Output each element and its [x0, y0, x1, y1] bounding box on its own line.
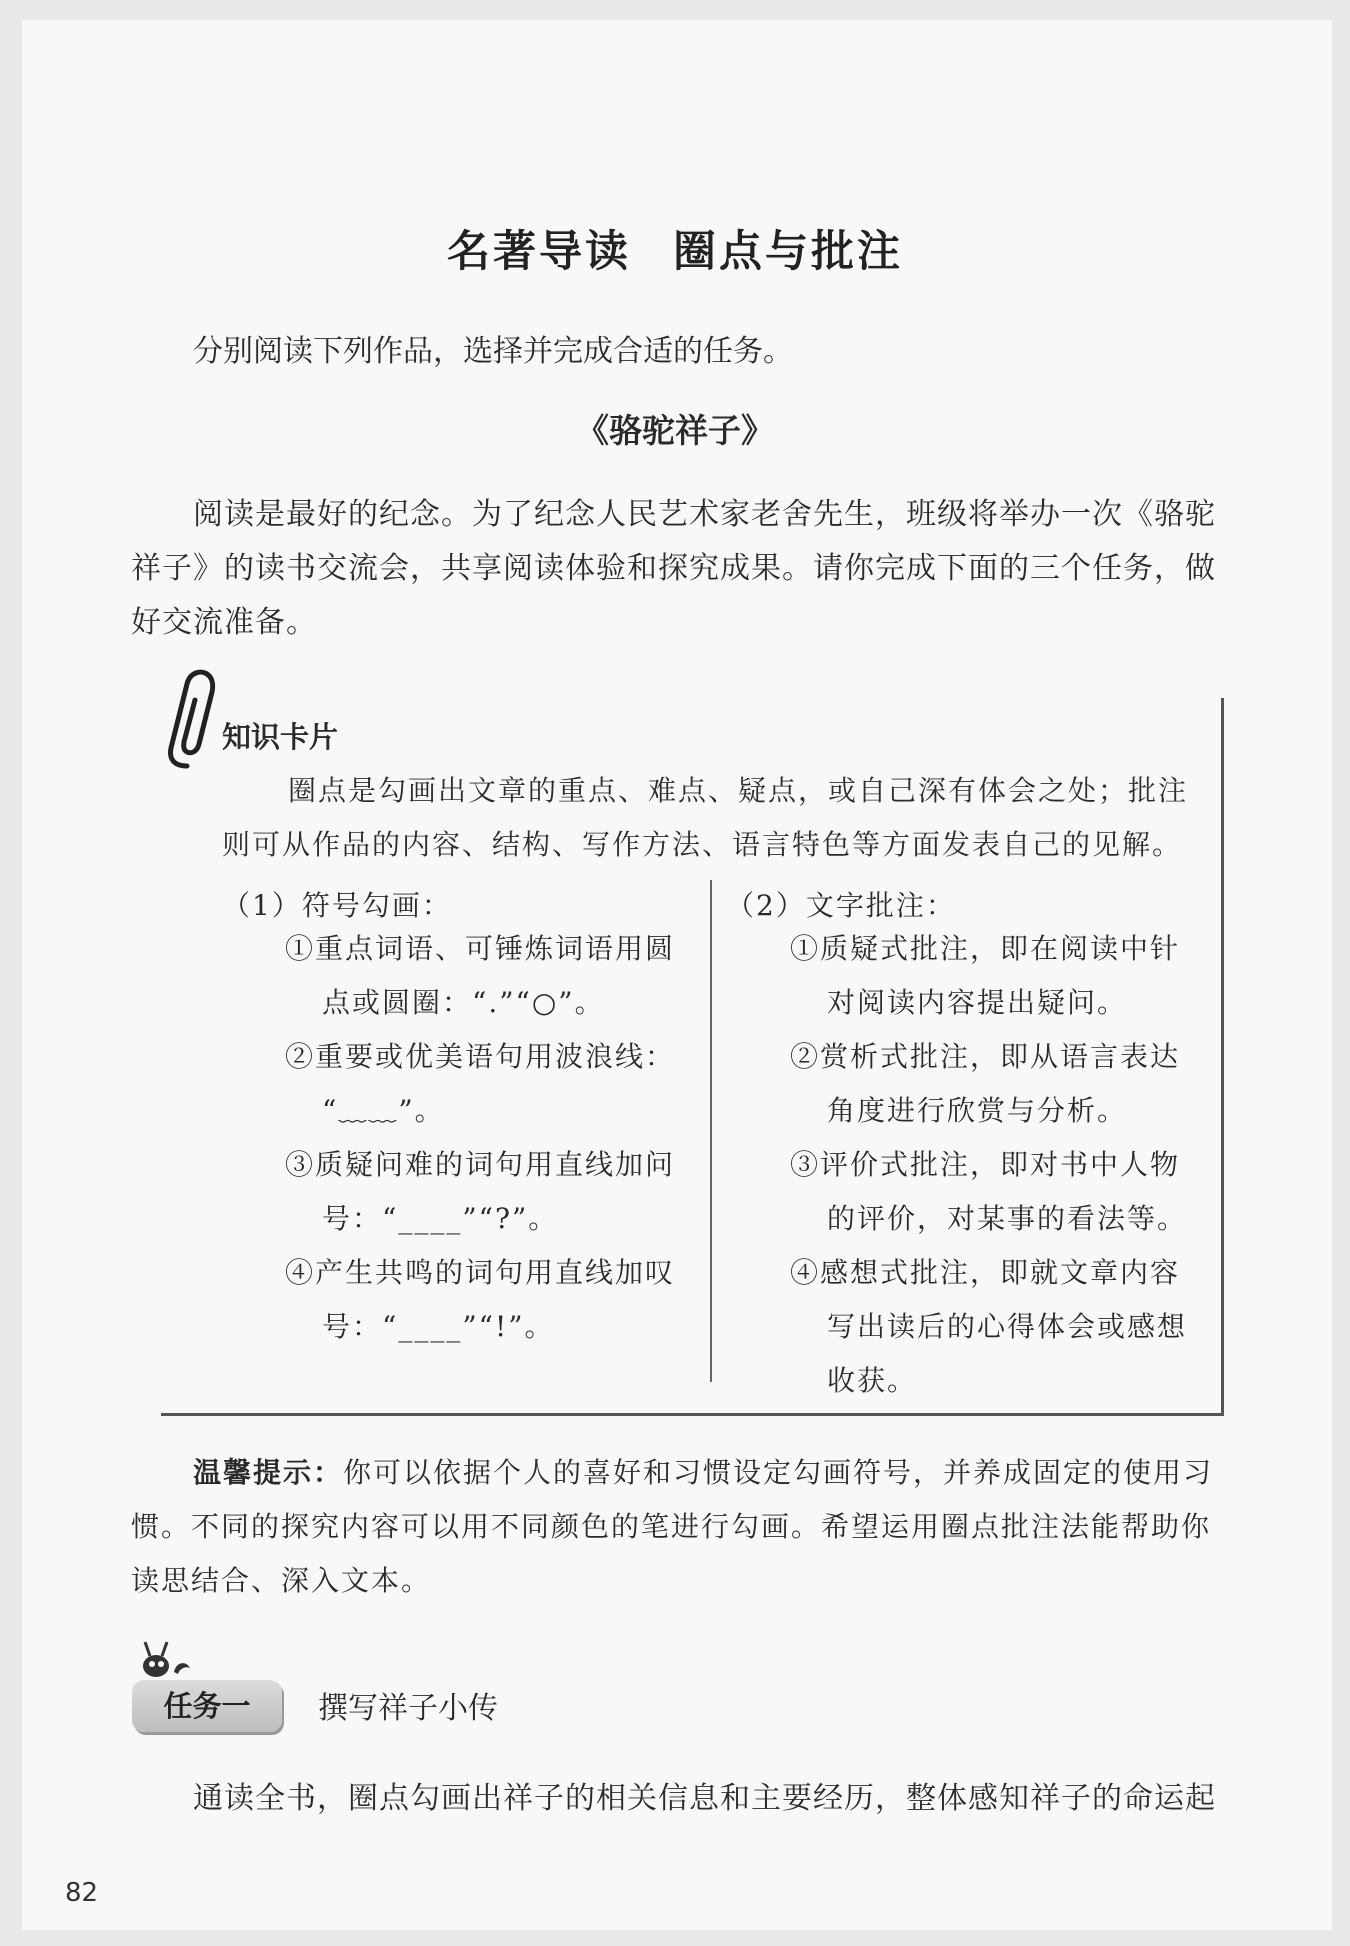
instruction-text: 分别阅读下列作品，选择并完成合适的任务。: [193, 334, 793, 369]
list-item-text: ④产生共鸣的词句用直线加叹: [285, 1256, 676, 1289]
intro-paragraph: 阅读是最好的纪念。为了纪念人民艺术家老舍先生，班级将举办一次《骆驼祥子》的读书交流会，共享阅读体验和探究成果。请你完成下面的三个任务，做好交流准备。: [131, 497, 1216, 640]
tip-label: 温馨提示：: [193, 1456, 344, 1489]
page-title: [0, 218, 1350, 279]
card-intro: 圈点是勾画出文章的重点、难点、疑点，或自己深有体会之处；批注则可从作品的内容、结构、写作方法、语言特色等方面发表自己的见解。: [222, 774, 1189, 861]
tip-text: 你可以依据个人的喜好和习惯设定勾画符号，并养成固定的使用习惯。不同的探究内容可以用不同颜色的笔进行勾画。希望运用圈点批注法能帮助你读思结合、深入文本。: [131, 1456, 1214, 1597]
task-badge: 任务一: [132, 1680, 282, 1732]
list-item-text: 号：“____”“!”。: [322, 1310, 555, 1343]
paperclip-icon: [165, 666, 225, 776]
task-title: 撰写祥子小传: [318, 1691, 498, 1726]
list-item-text: “﹏﹏”。: [322, 1094, 445, 1127]
page-number: 82: [65, 1878, 99, 1908]
text-annotation-list: [790, 922, 1210, 1408]
list-item-text: ①质疑式批注，即在阅读中针: [790, 932, 1181, 965]
column-divider: [710, 880, 712, 1382]
title-part1: 名著导读: [447, 227, 631, 277]
tip-paragraph: [131, 1446, 1225, 1608]
task-body: 通读全书，圈点勾画出祥子的相关信息和主要经历，整体感知祥子的命运起: [193, 1781, 1216, 1816]
list-item: [285, 1246, 695, 1354]
list-item: [285, 1138, 695, 1246]
list-item-text: 对阅读内容提出疑问。: [827, 986, 1128, 1019]
left-column-heading: （1）符号勾画：: [222, 889, 452, 922]
list-item-text: 收获。: [827, 1364, 918, 1397]
list-item: [790, 922, 1210, 1030]
list-item-text: 的评价，对某事的看法等。: [827, 1202, 1188, 1235]
title-part2: 圈点与批注: [673, 227, 903, 277]
right-column-heading: （2）文字批注：: [726, 889, 956, 922]
list-item-text: 写出读后的心得体会或感想: [827, 1310, 1188, 1343]
ant-icon: [138, 1638, 198, 1680]
list-item-text: ③质疑问难的词句用直线加问: [285, 1148, 676, 1181]
book-title: 《骆驼祥子》: [576, 411, 774, 450]
list-item-text: ④感想式批注，即就文章内容: [790, 1256, 1181, 1289]
list-item: [790, 1030, 1210, 1138]
list-item-text: ①重点词语、可锤炼词语用圆: [285, 932, 676, 965]
list-item-text: 点或圆圈：“.”“○”。: [322, 986, 605, 1019]
list-item: [790, 1138, 1210, 1246]
list-item: [285, 1030, 695, 1138]
list-item: [790, 1246, 1210, 1408]
list-item-text: ②赏析式批注，即从语言表达: [790, 1040, 1181, 1073]
list-item-text: ②重要或优美语句用波浪线：: [285, 1040, 676, 1073]
list-item: [285, 922, 695, 1030]
symbol-marking-list: [285, 922, 695, 1354]
list-item-text: 角度进行欣赏与分析。: [827, 1094, 1128, 1127]
list-item-text: ③评价式批注，即对书中人物: [790, 1148, 1181, 1181]
list-item-text: 号：“____”“?”。: [322, 1202, 559, 1235]
card-title: 知识卡片: [222, 720, 339, 754]
